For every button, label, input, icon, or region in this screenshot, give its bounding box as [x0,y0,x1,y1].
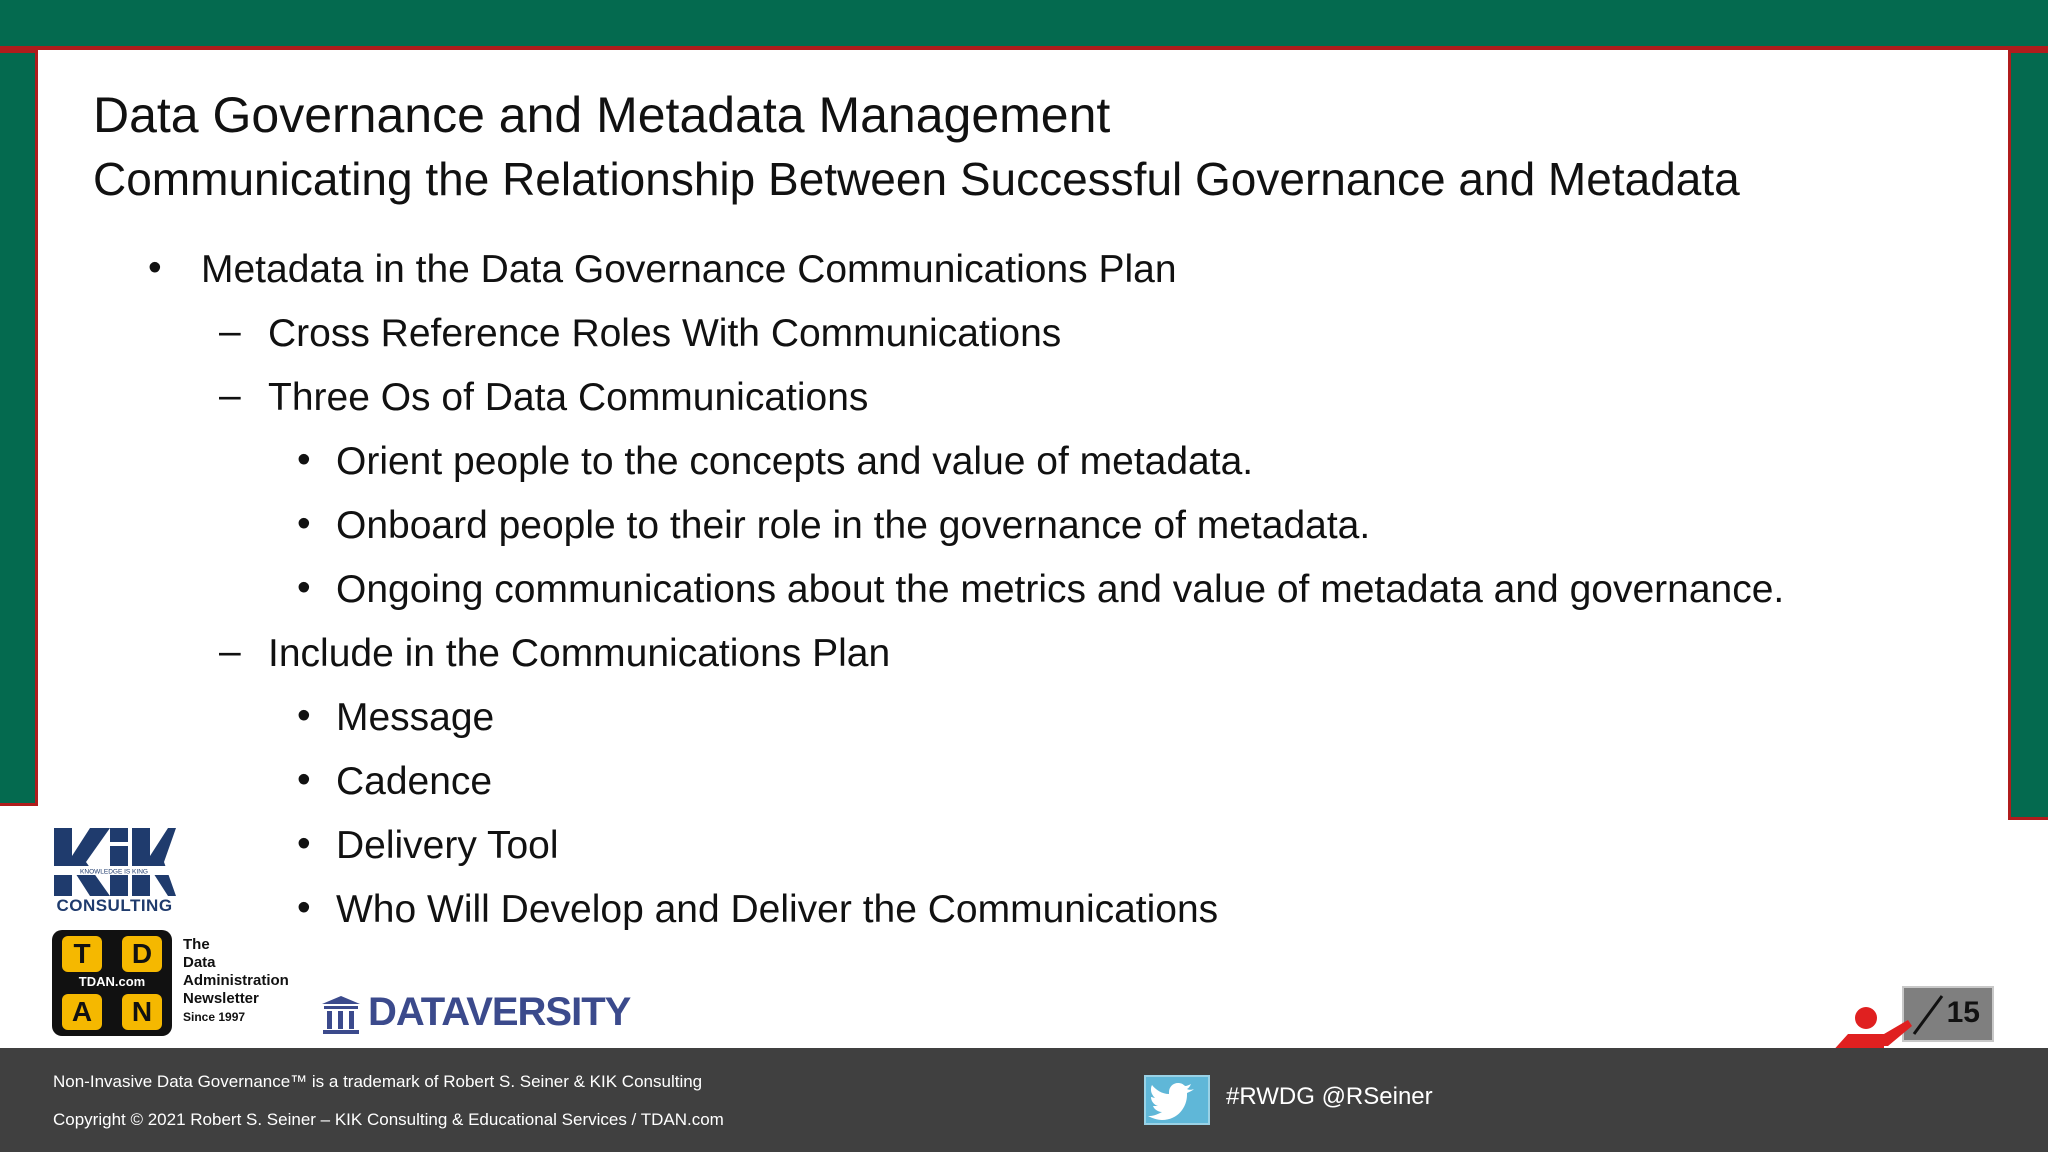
bullet-marker: • [297,758,311,801]
bullet-marker: • [297,694,311,737]
bullet-marker: – [219,310,241,353]
bullet-marker: • [297,822,311,865]
twitter-handle: #RWDG @RSeiner [1226,1083,1433,1110]
footer-bar [0,1048,2048,1152]
bullet-level-2-text: Include in the Communications Plan [268,632,891,675]
bullet-level-3-text: Ongoing communications about the metrics and value of metadata and governance. [336,568,1785,611]
bullet-level-3-text: Who Will Develop and Deliver the Communications [336,888,1219,931]
footer-copyright: Copyright © 2021 Robert S. Seiner – KIK Consulting & Educational Services / TDAN.com [53,1110,724,1129]
slide-subtitle: Communicating the Relationship Between Successful Governance and Metadata [93,153,1740,205]
bullet-level-3-text: Message [336,696,495,739]
dataversity-logo-text: DATAVERSITY [368,990,631,1034]
tdan-newsletter-text [183,936,289,1026]
bullet-level-3-text: Orient people to the concepts and value of metadata. [336,440,1254,483]
right-frame-bar [2008,50,2048,820]
bullet-level-2-text: Cross Reference Roles With Communications [268,312,1062,355]
footer-trademark: Non-Invasive Data Governance™ is a trademark of Robert S. Seiner & KIK Consulting [53,1072,703,1091]
bullet-marker: • [297,566,311,609]
tdan-since: Since 1997 [183,1010,246,1024]
bullet-marker: • [148,246,162,289]
tdan-line: The [183,936,210,953]
bullet-level-2-text: Three Os of Data Communications [268,376,869,419]
kik-consulting-label: CONSULTING [56,896,173,915]
twitter-icon[interactable] [1144,1075,1210,1125]
tdan-logo [52,930,172,1036]
tdan-line: Newsletter [183,990,259,1007]
bullet-marker: • [297,438,311,481]
tdan-letter-d: D [122,936,162,972]
bullet-marker: • [297,502,311,545]
bullet-level-1-text: Metadata in the Data Governance Communications Plan [201,248,1177,291]
tdan-letter-t: T [62,936,102,972]
bullet-level-3-text: Onboard people to their role in the governance of metadata. [336,504,1371,547]
tdan-line: Data [183,954,216,971]
kik-tagline: KNOWLEDGE IS KING [80,868,148,876]
bullet-level-3-text: Cadence [336,760,493,803]
tdan-letter-n: N [122,994,162,1030]
tdan-site-label: TDAN.com [78,974,146,989]
top-frame-bar [0,0,2048,50]
tdan-line: Administration [183,972,289,989]
dataversity-columns-icon [320,994,362,1036]
bullet-marker: – [219,374,241,417]
bullet-level-3-text: Delivery Tool [336,824,559,867]
tdan-letter-a: A [62,994,102,1030]
bullet-marker: – [219,630,241,673]
left-frame-bar [0,50,38,806]
bullet-marker: • [297,886,311,929]
slide-title: Data Governance and Metadata Management [93,87,1111,143]
page-number: 15 [1946,996,1980,1029]
